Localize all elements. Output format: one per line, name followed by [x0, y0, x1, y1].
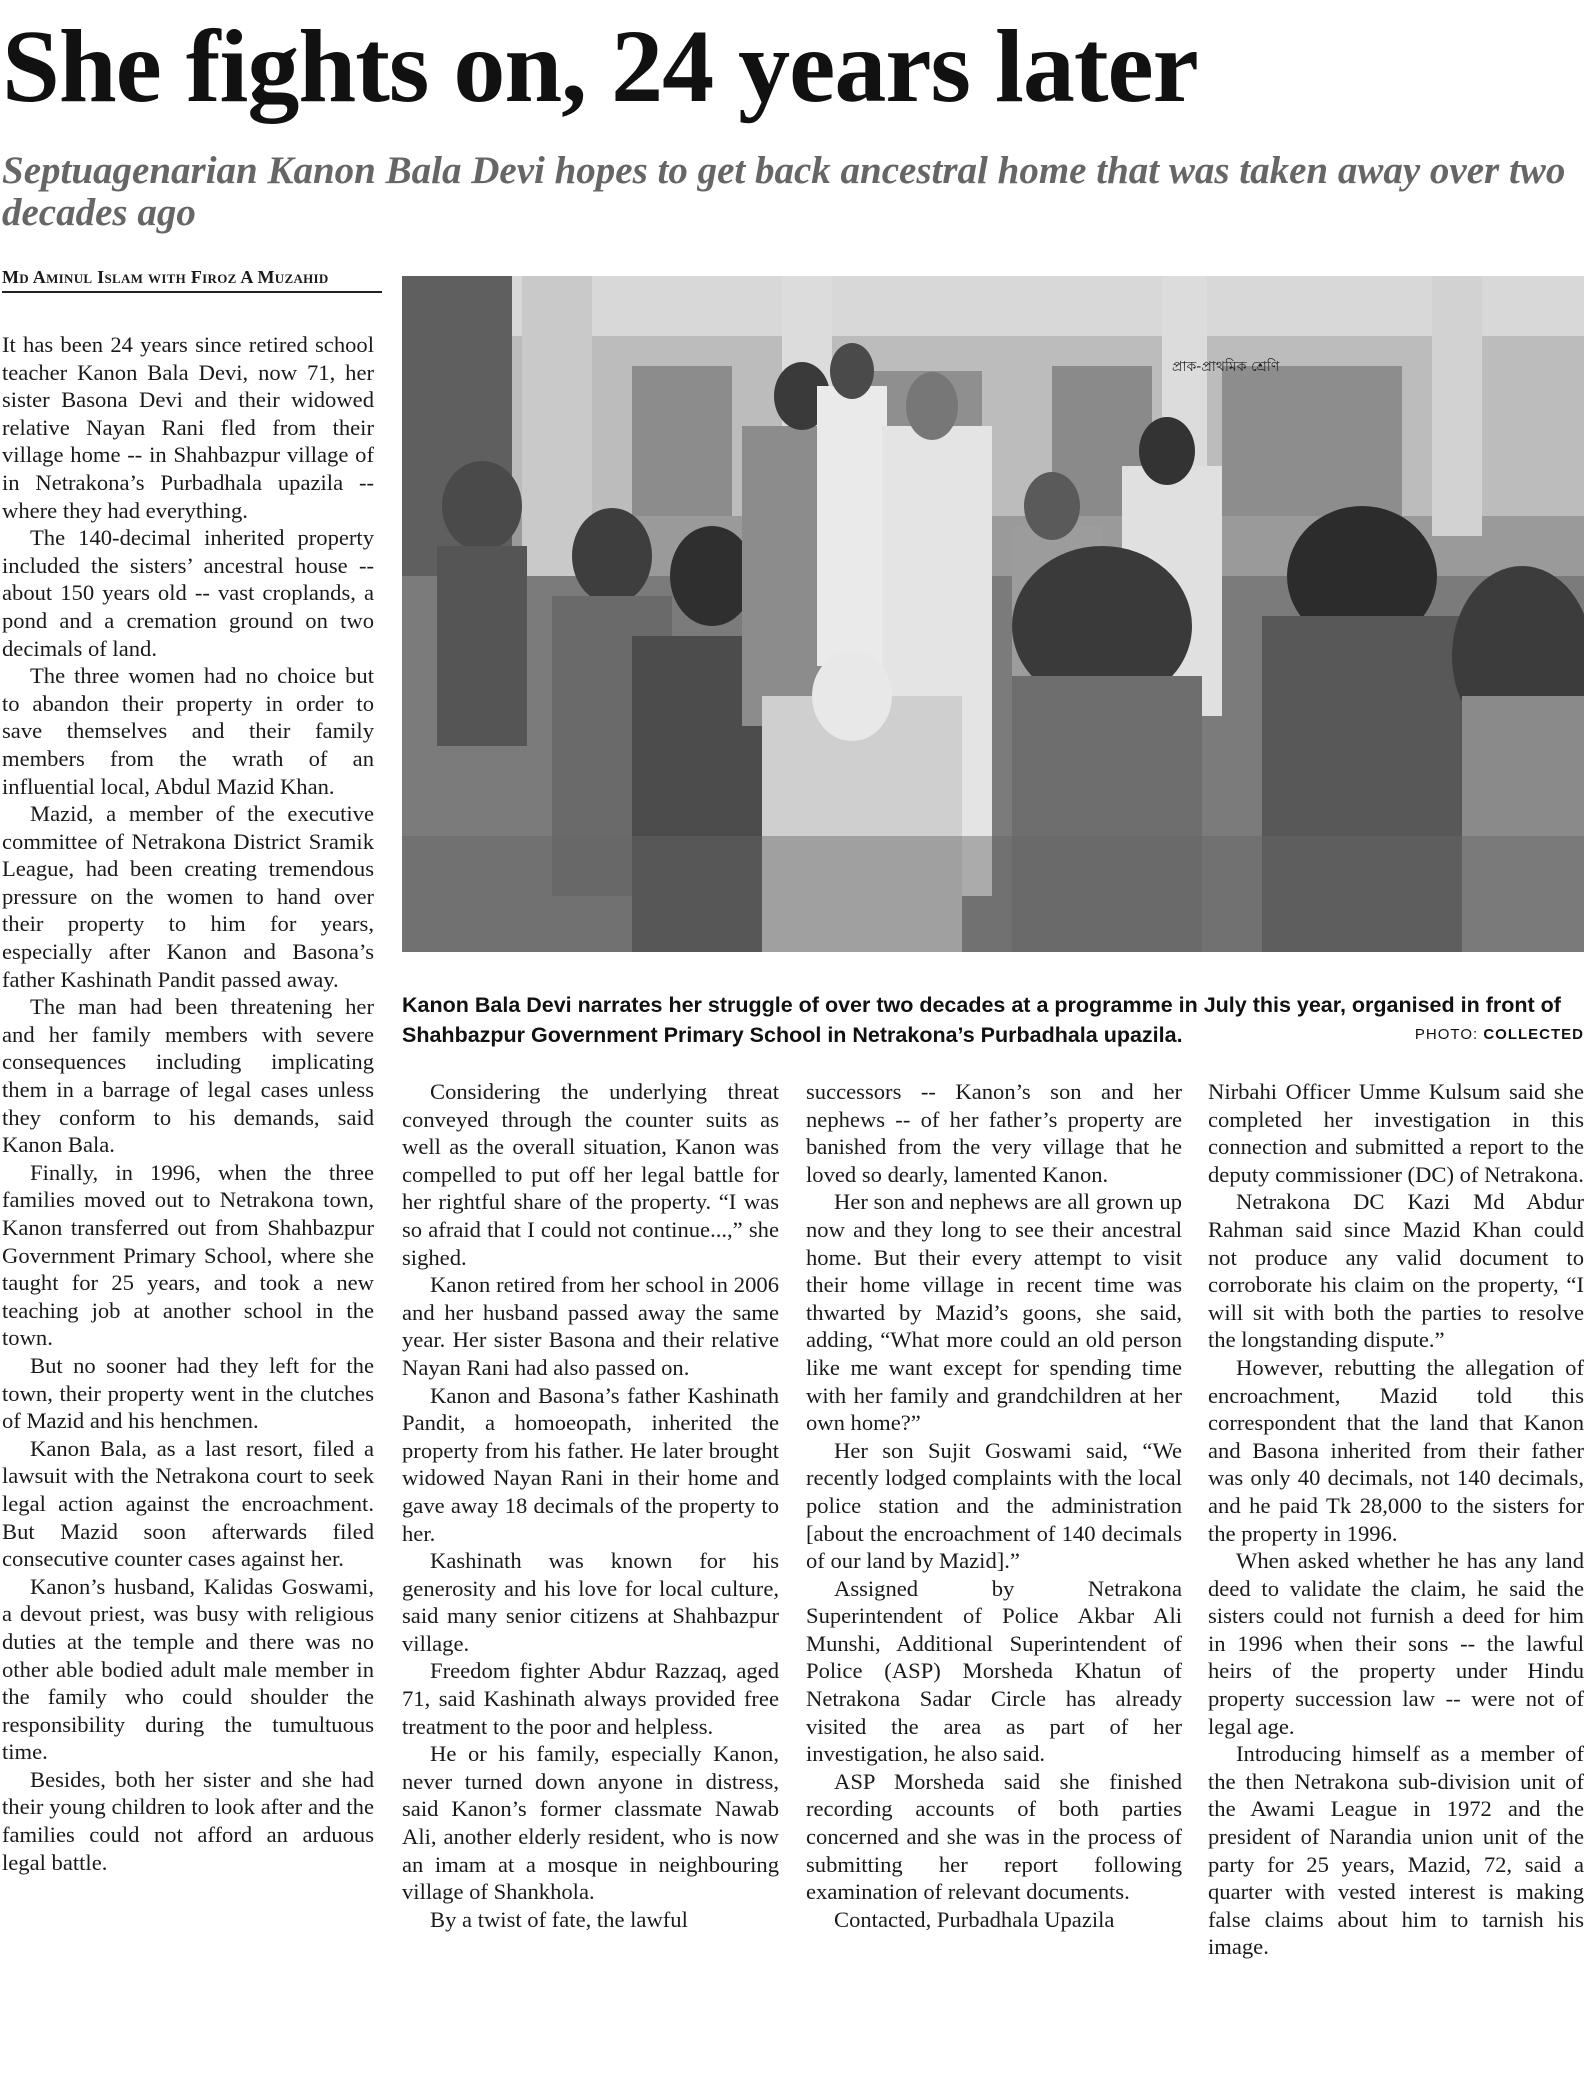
photo-credit: [1407, 1020, 1584, 1050]
paragraph: Kanon and Basona’s father Kashinath Pandit, a homoeopath, inherited the property from his father. He later brought widowed Nayan Rani in their home and gave away 18 decimals of the property to her.: [402, 1382, 779, 1546]
paragraph: However, rebutting the allegation of encroachment, Mazid told this correspondent that the land that Kanon and Basona inherited from their father was only 40 decimals, not 140 decimals, and he paid Tk 28,000 to the sisters for the property in 1996.: [1208, 1354, 1584, 1546]
photo-caption: [402, 990, 1584, 1050]
paragraph: Mazid, a member of the executive committee of Netrakona District Sramik League, had been creating tremendous pressure on the women to hand over their property to him for years, especially after Kanon and Basona’s father Kashinath Pandit passed away.: [2, 801, 374, 992]
paragraph: He or his family, especially Kanon, never turned down anyone in distress, said Kanon’s former classmate Nawab Ali, another elderly resident, who is now an imam at a mosque in neighbouring village of Shankhola.: [402, 1741, 779, 1905]
paragraph: Kanon Bala, as a last resort, filed a lawsuit with the Netrakona court to seek legal action against the encroachment. But Mazid soon afterwards filed consecutive counter cases against her.: [2, 1435, 374, 1572]
paragraph: Nirbahi Officer Umme Kulsum said she completed her investigation in this connection and submitted a report to the deputy commissioner (DC) of Netrakona.: [1208, 1079, 1584, 1187]
article-column-4: [1208, 1078, 1584, 2089]
paragraph: Finally, in 1996, when the three families moved out to Netrakona town, Kanon transferred out from Shahbazpur Government Primary School, where she taught for 25 years, and took a new teaching job at another school in the town.: [2, 1159, 374, 1351]
paragraph: Freedom fighter Abdur Razzaq, aged 71, said Kashinath always provided free treatment to the poor and helpless.: [402, 1658, 779, 1739]
byline: Md Aminul Islam with Firoz A Muzahid: [2, 268, 382, 293]
article-column-2: [402, 1078, 779, 2089]
headline: She fights on, 24 years later: [2, 9, 1198, 124]
paragraph: ASP Morsheda said she finished recording accounts of both parties concerned and she was in the process of submitting her report following examination of relevant documents.: [806, 1768, 1182, 1905]
paragraph: But no sooner had they left for the town, their property went in the clutches of Mazid and his henchmen.: [2, 1352, 374, 1434]
paragraph: Assigned by Netrakona Superintendent of Police Akbar Ali Munshi, Additional Superintendent of Police (ASP) Morsheda Khatun of Netrakona Sadar Circle has already visited the area as part of her investigation, he also said.: [806, 1575, 1182, 1767]
classroom-sign: প্রাক-প্রাথমিক শ্রেণি: [1172, 359, 1280, 375]
paragraph: Kanon retired from her school in 2006 and her husband passed away the same year. Her sister Basona and their relative Nayan Rani had also passed on.: [402, 1272, 779, 1380]
paragraph: Contacted, Purbadhala Upazila: [834, 1906, 1115, 1932]
paragraph: Netrakona DC Kazi Md Abdur Rahman said since Mazid Khan could not produce any valid document to corroborate his claim on the property, “I will sit with both the parties to resolve the longstanding dispute.”: [1208, 1189, 1584, 1353]
article-column-1: [2, 331, 374, 2089]
paragraph: successors -- Kanon’s son and her nephews -- of her father’s property are banished from the very village that he loved so dearly, lamented Kanon.: [806, 1079, 1182, 1187]
paragraph: Her son and nephews are all grown up now and they long to see their ancestral home. But their every attempt to visit their home village in recent time was thwarted by Mazid’s goons, she said, adding, “What more could an old person like me want except for spending time with her family and grandchildren at her own home?”: [806, 1189, 1182, 1436]
paragraph: The 140-decimal inherited property included the sisters’ ancestral house -- about 150 years old -- vast croplands, a pond and a cremation ground on two decimals of land.: [2, 525, 374, 661]
paragraph: The man had been threatening her and her family members with severe consequences including implicating them in a barrage of legal cases unless they conform to his demands, said Kanon Bala.: [2, 994, 374, 1158]
paragraph: Kanon’s husband, Kalidas Goswami, a devout priest, was busy with religious duties at the temple and there was no other able bodied adult male member in the family who could shoulder the responsibility during the tumultuous time.: [2, 1573, 374, 1765]
paragraph: Introducing himself as a member of the then Netrakona sub-division unit of the Awami League in 1972 and the president of Narandia union unit of the party for 25 years, Mazid, 72, said a quarter with vested interest is making false claims about him to tarnish his image.: [1208, 1741, 1584, 1960]
news-photo: [402, 276, 1584, 952]
photo-credit-value: COLLECTED: [1483, 1026, 1584, 1043]
photo-credit-label: PHOTO:: [1414, 1026, 1479, 1043]
paragraph: The three women had no choice but to abandon their property in order to save themselves and their family members from the wrath of an influential local, Abdul Mazid Khan.: [2, 663, 374, 799]
paragraph: Her son Sujit Goswami said, “We recently lodged complaints with the local police station and the administration [about the encroachment of 140 decimals of our land by Mazid].”: [806, 1437, 1182, 1574]
caption-text: Kanon Bala Devi narrates her struggle of over two decades at a programme in July this year, organised in front of Shahbazpur Government Primary School in Netrakona’s Purbadhala upazila.: [402, 993, 1561, 1047]
paragraph: When asked whether he has any land deed to validate the claim, he said the sisters could not furnish a deed for him in 1996 when their sons -- the lawful heirs of the property under Hindu property succession law -- were not of legal age.: [1208, 1548, 1584, 1739]
paragraph: Kashinath was known for his generosity and his love for local culture, said many senior citizens at Shahbazpur village.: [402, 1548, 779, 1656]
paragraph: Besides, both her sister and she had their young children to look after and the families could not afford an arduous legal battle.: [2, 1766, 374, 1875]
paragraph: By a twist of fate, the lawful: [430, 1906, 688, 1932]
paragraph: Considering the underlying threat conveyed through the counter suits as well as the overall situation, Kanon was compelled to put off her legal battle for her rightful share of the property. “I was so afraid that I could not continue...,” she sighed.: [402, 1079, 779, 1270]
deck-subheadline: Septuagenarian Kanon Bala Devi hopes to get back ancestral home that was taken away over two decades ago: [2, 149, 1566, 234]
paragraph: It has been 24 years since retired school teacher Kanon Bala Devi, now 71, her sister Basona Devi and their widowed relative Nayan Rani fled from their village home -- in Shahbazpur village of in Netrakona’s Purbadhala upazila -- where they had everything.: [2, 332, 374, 523]
article-column-3: [806, 1078, 1182, 2089]
